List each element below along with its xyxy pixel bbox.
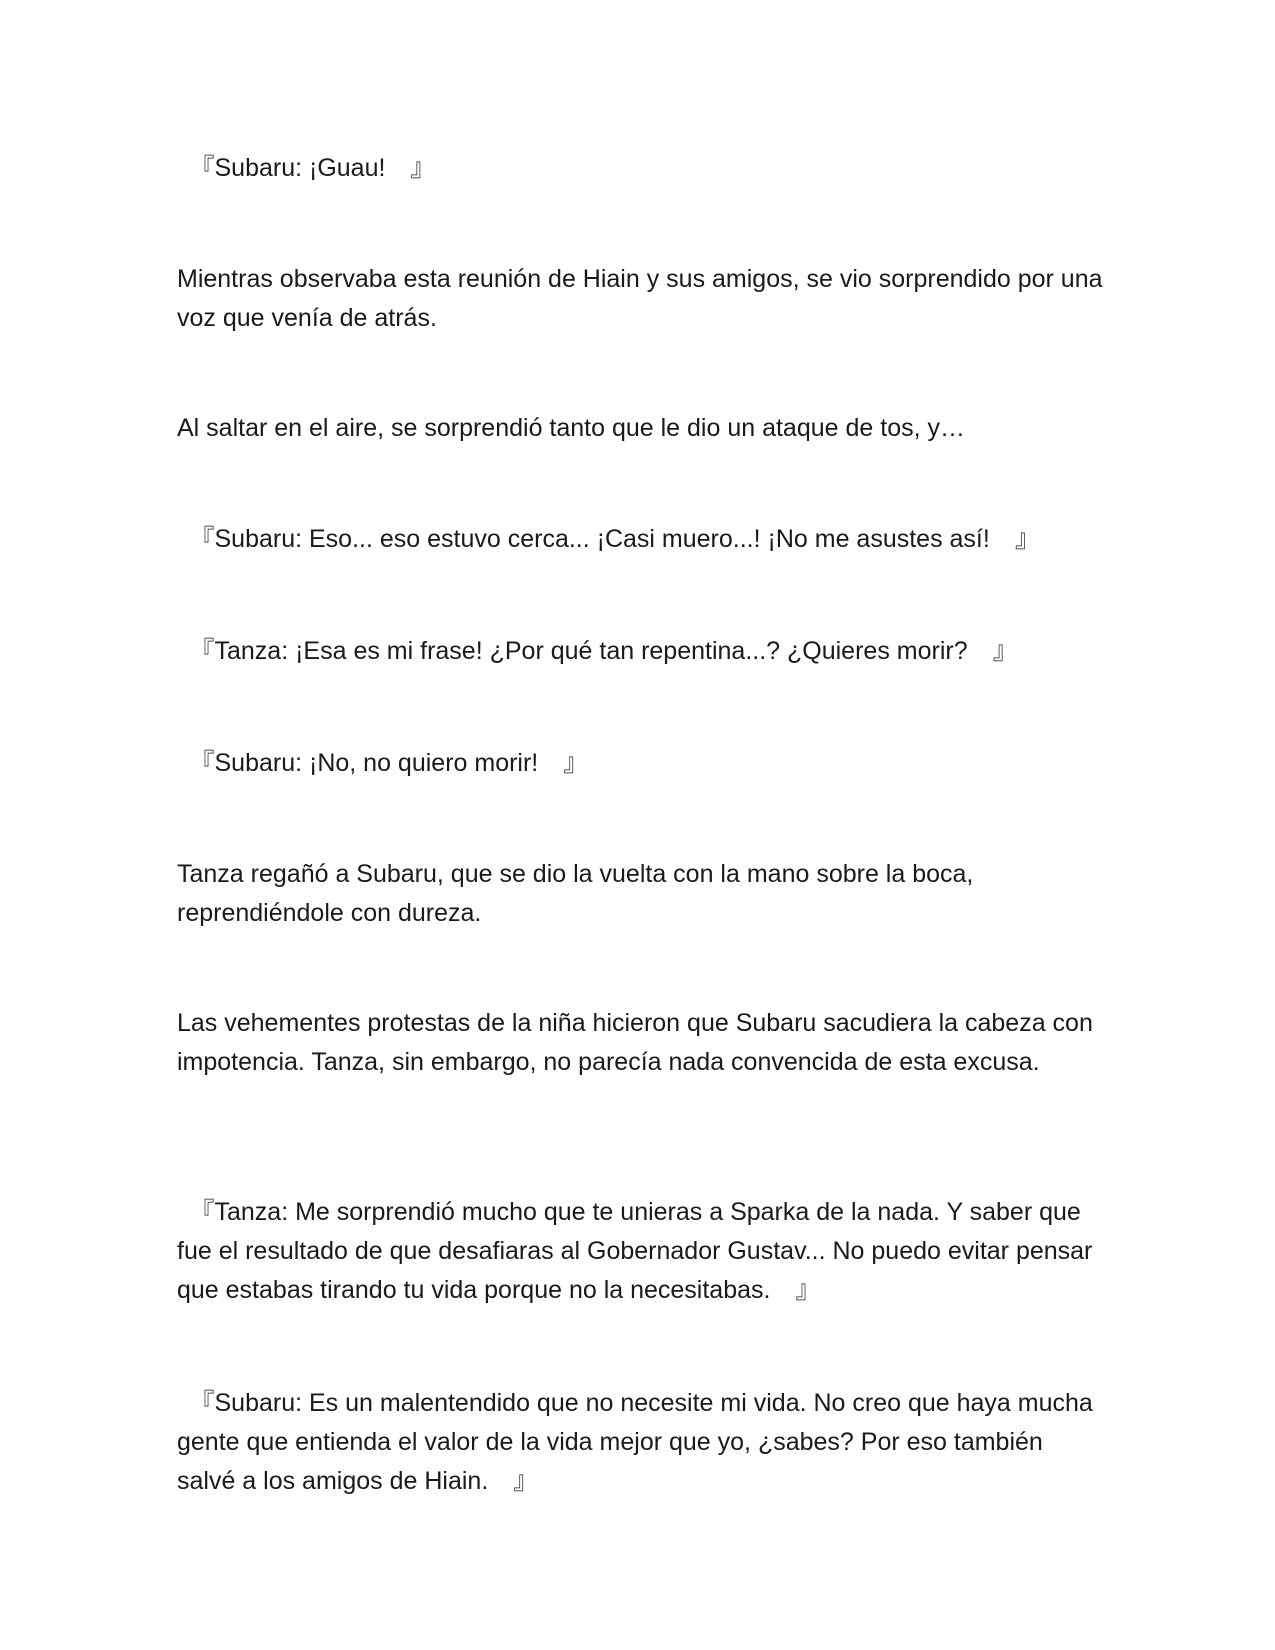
dialogue-subaru-no-quiero-morir: 『Subaru: ¡No, no quiero morir! 』 — [177, 749, 589, 777]
dialogue-subaru-malentendido: 『Subaru: Es un malentendido que no necesite mi vida. No creo que haya mucha gente que entienda el valor de la vida mejor que yo, ¿sabes? Por eso también salvé a los amigos de Hiain. 』 — [177, 1389, 1100, 1495]
narration-paragraph: Las vehementes protestas de la niña hicieron que Subaru sacudiera la cabeza con impotencia. Tanza, sin embargo, no parecía nada convencida de esta excusa. — [177, 1009, 1100, 1076]
dialogue-subaru-guau: 『Subaru: ¡Guau! 』 — [177, 154, 436, 182]
dialogue-tanza-quieres-morir: 『Tanza: ¡Esa es mi frase! ¿Por qué tan repentina...? ¿Quieres morir? 』 — [177, 637, 1018, 665]
narration-paragraph: Mientras observaba esta reunión de Hiain y sus amigos, se vio sorprendido por una voz que venía de atrás. — [177, 265, 1110, 332]
dialogue-tanza-sparka: 『Tanza: Me sorprendió mucho que te unieras a Sparka de la nada. Y saber que fue el resultado de que desafiaras al Gobernador Gustav... No puedo evitar pensar que estabas tirando tu vida porque no la necesitabas. 』 — [177, 1198, 1100, 1304]
dialogue-subaru-casi-muero: 『Subaru: Eso... eso estuvo cerca... ¡Casi muero...! ¡No me asustes así! 』 — [177, 525, 1040, 553]
narration-paragraph: Al saltar en el aire, se sorprendió tanto que le dio un ataque de tos, y… — [177, 414, 965, 442]
narration-paragraph: Tanza regañó a Subaru, que se dio la vuelta con la mano sobre la boca, reprendiéndole con dureza. — [177, 860, 981, 927]
